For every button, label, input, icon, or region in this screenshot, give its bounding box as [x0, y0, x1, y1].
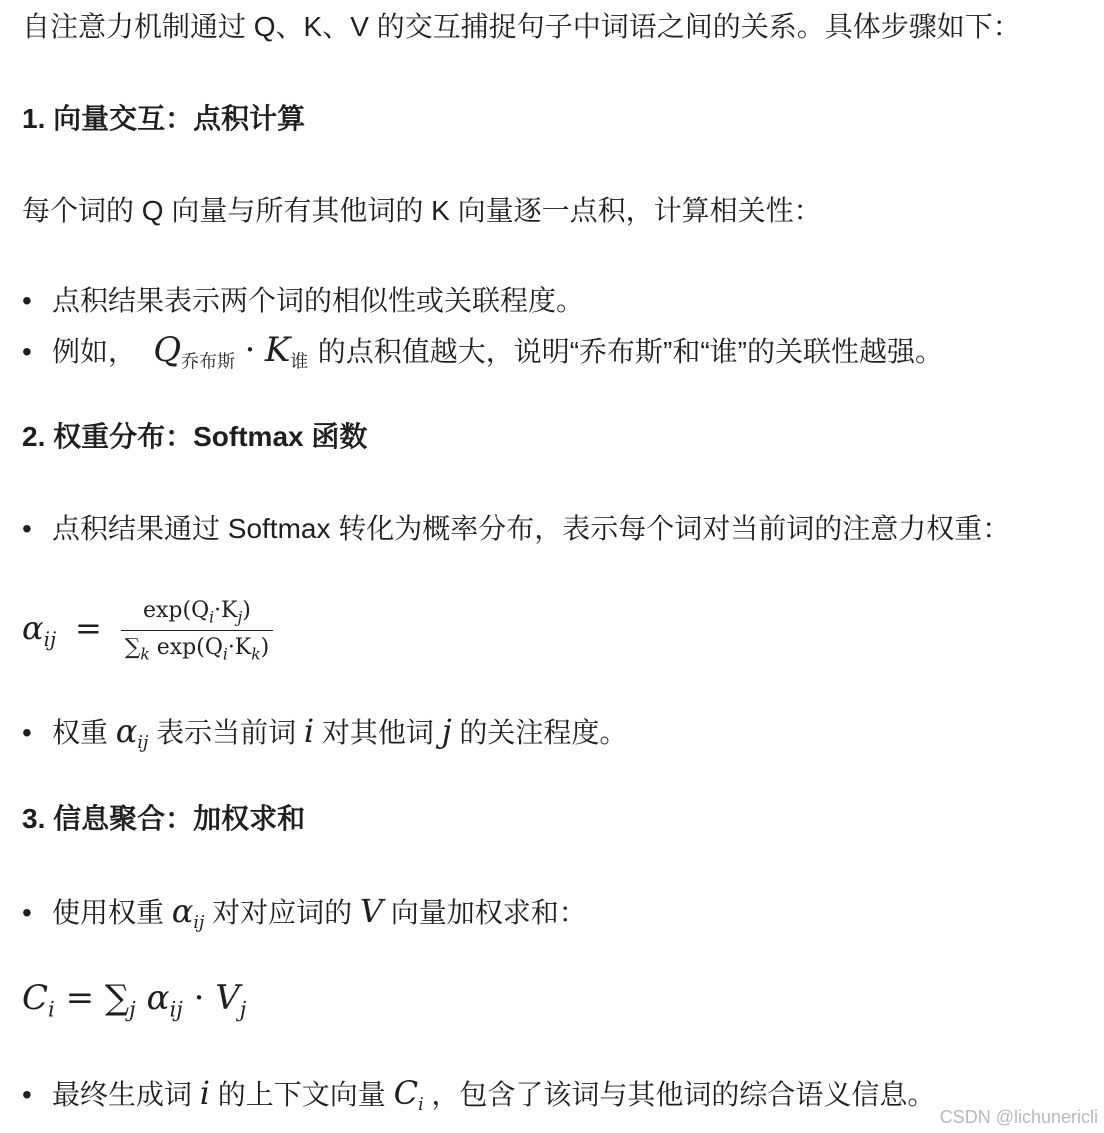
bullet-icon: • — [22, 513, 32, 544]
intro-text: 自注意力机制通过 Q、K、V 的交互捕捉句子中词语之间的关系。具体步骤如下： — [22, 11, 1021, 42]
section1-desc: 每个词的 Q 向量与所有其他词的 K 向量逐一点积，计算相关性： — [22, 195, 822, 226]
bullet-icon: • — [22, 897, 32, 928]
bullet-text: 的点积值越大，说明“乔布斯”和“谁”的关联性越强。 — [317, 336, 944, 367]
bullet-text: 例如， — [52, 336, 137, 367]
fraction: $\frac{\exp(Q_i\cdot K_j)}{\sum_k \exp(Q_i\cdot K_k)}$ — [121, 596, 273, 665]
softmax-formula: $\alpha_{ij}$ = $\frac{\exp(Q_i\cdot K_j)}{\sum_k \exp(Q_i\cdot K_k)}$ — [22, 596, 273, 665]
list-item — [22, 510, 1010, 548]
section2-heading: 2. 权重分布：Softmax 函数 — [22, 421, 368, 452]
watermark: CSDN @lichunericli — [939, 1106, 1098, 1127]
list-item: • 最终生成词 i 的上下文向量 $C_i$ ，包含了该词与其他词的综合语义信息。 — [22, 1074, 936, 1116]
list-item — [22, 328, 943, 375]
list-item: • 使用权重 $\alpha_{ij}$ 对对应词的 V 向量加权求和： — [22, 892, 587, 934]
bullet-text: 点积结果表示两个词的相似性或关联程度。 — [52, 285, 585, 316]
list-item — [22, 282, 584, 320]
bullet-icon: • — [22, 336, 32, 367]
bullet-text: 点积结果通过 Softmax 转化为概率分布，表示每个词对当前词的注意力权重： — [52, 513, 1011, 544]
bullet-icon: • — [22, 285, 32, 316]
math-expression: $Q_{乔布斯} \cdot K_谁$ — [153, 330, 309, 373]
section3-heading: 3. 信息聚合：加权求和 — [22, 803, 306, 834]
section1-heading: 1. 向量交互：点积计算 — [22, 103, 306, 134]
bullet-icon: • — [22, 1079, 32, 1110]
list-item: • 权重 $\alpha_{ij}$ 表示当前词 i 对其他词 j 的关注程度。 — [22, 712, 628, 754]
aggregation-formula: $C_i = \sum_j$ $\alpha_{ij} \cdot V_j$ — [22, 978, 247, 1022]
bullet-icon: • — [22, 717, 32, 748]
